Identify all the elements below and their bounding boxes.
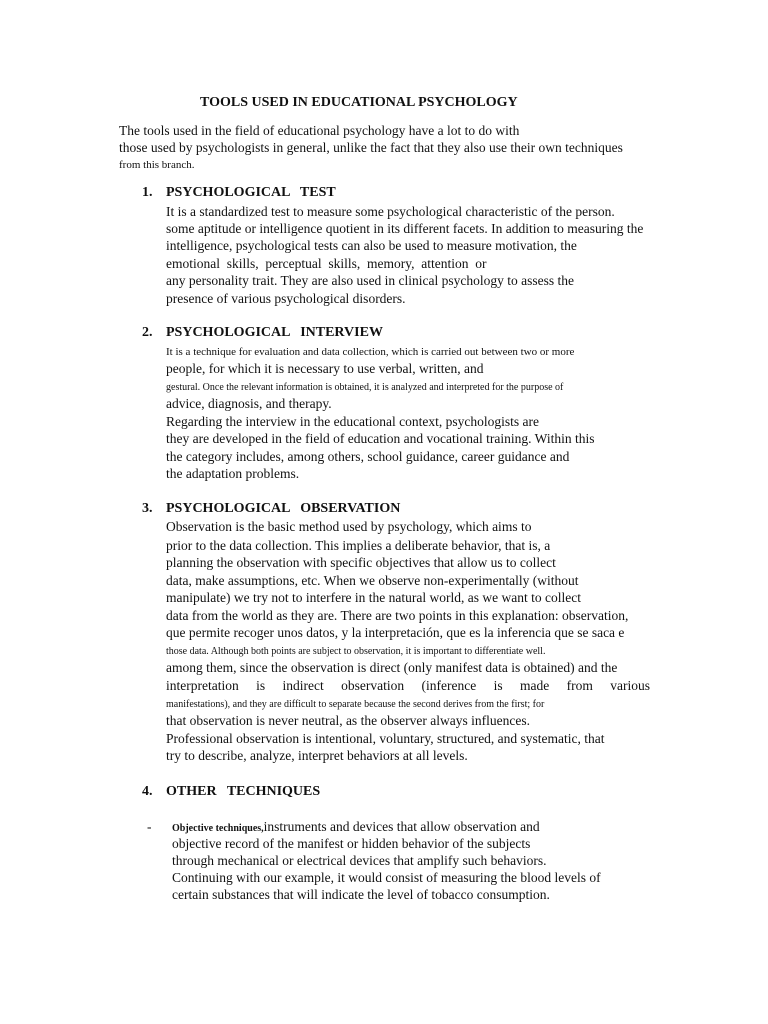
section-number: 4. bbox=[142, 784, 153, 799]
paragraph-line: data, make assumptions, etc. When we observe non-experimentally (without bbox=[166, 573, 579, 588]
paragraph-line: gestural. Once the relevant information is obtained, it is analyzed and interpreted for the purpose of bbox=[166, 382, 564, 393]
bullet-line: certain substances that will indicate the level of tobacco consumption. bbox=[172, 887, 550, 902]
paragraph-line: that observation is never neutral, as the observer always influences. bbox=[166, 713, 530, 728]
paragraph-line: planning the observation with specific objectives that allow us to collect bbox=[166, 555, 556, 570]
paragraph-line: the adaptation problems. bbox=[166, 466, 300, 481]
section-heading: PSYCHOLOGICAL TEST bbox=[166, 185, 336, 200]
section-number: 2. bbox=[142, 325, 153, 340]
paragraph-line: they are developed in the field of education and vocational training. Within this bbox=[166, 431, 595, 446]
paragraph-line: some aptitude or intelligence quotient in its different facets. In addition to measuring the bbox=[166, 221, 644, 236]
paragraph-line: Observation is the basic method used by psychology, which aims to bbox=[166, 519, 532, 534]
paragraph-line: It is a standardized test to measure some psychological characteristic of the person. bbox=[166, 204, 615, 219]
paragraph-line: try to describe, analyze, interpret behaviors at all levels. bbox=[166, 748, 468, 763]
paragraph-line: any personality trait. They are also used in clinical psychology to assess the bbox=[166, 273, 575, 288]
paragraph-line: people, for which it is necessary to use verbal, written, and bbox=[166, 361, 484, 376]
paragraph-line: prior to the data collection. This implies a deliberate behavior, that is, a bbox=[166, 538, 551, 553]
bullet-line: Continuing with our example, it would consist of measuring the blood levels of bbox=[172, 870, 601, 885]
paragraph-line: manipulate) we try not to interfere in the natural world, as we want to collect bbox=[166, 590, 581, 605]
paragraph-line: Professional observation is intentional, voluntary, structured, and systematic, that bbox=[166, 731, 605, 746]
bullet-text: instruments and devices that allow observation and bbox=[263, 819, 540, 834]
bullet-line: through mechanical or electrical devices that amplify such behaviors. bbox=[172, 853, 547, 868]
paragraph-line: manifestations), and they are difficult to separate because the second derives from the first; for bbox=[166, 699, 545, 710]
paragraph-line: data from the world as they are. There are two points in this explanation: observation, bbox=[166, 608, 629, 623]
paragraph-line: among them, since the observation is direct (only manifest data is obtained) and the bbox=[166, 660, 618, 675]
section-number: 1. bbox=[142, 185, 153, 200]
intro-line: from this branch. bbox=[119, 159, 195, 171]
paragraph-line: que permite recoger unos datos, y la interpretación, que es la inferencia que se saca e bbox=[166, 625, 625, 640]
intro-line: those used by psychologists in general, unlike the fact that they also use their own techniques bbox=[119, 140, 623, 155]
paragraph-line: those data. Although both points are subject to observation, it is important to differentiate well. bbox=[166, 646, 546, 657]
section-heading: PSYCHOLOGICAL OBSERVATION bbox=[166, 501, 401, 516]
section-heading: PSYCHOLOGICAL INTERVIEW bbox=[166, 325, 383, 340]
paragraph-line: advice, diagnosis, and therapy. bbox=[166, 396, 332, 411]
justified-line: interpretation is indirect observation (inference is made from various bbox=[166, 678, 650, 693]
bullet-line: objective record of the manifest or hidden behavior of the subjects bbox=[172, 836, 531, 851]
document-title: TOOLS USED IN EDUCATIONAL PSYCHOLOGY bbox=[200, 95, 518, 110]
paragraph-line: It is a technique for evaluation and data collection, which is carried out between two or more bbox=[166, 346, 575, 358]
paragraph-line bbox=[166, 677, 650, 694]
intro-line: The tools used in the field of educational psychology have a lot to do with bbox=[119, 123, 520, 138]
paragraph-line: intelligence, psychological tests can also be used to measure motivation, the bbox=[166, 238, 577, 253]
section-number: 3. bbox=[142, 501, 153, 516]
bullet-marker: - bbox=[147, 819, 152, 834]
paragraph-line: emotional skills, perceptual skills, memory, attention or bbox=[166, 256, 487, 271]
paragraph-line: the category includes, among others, school guidance, career guidance and bbox=[166, 449, 570, 464]
paragraph-line: Regarding the interview in the educational context, psychologists are bbox=[166, 414, 540, 429]
bullet-lead: Objective techniques, bbox=[172, 823, 264, 834]
section-heading: OTHER TECHNIQUES bbox=[166, 784, 321, 799]
paragraph-line: presence of various psychological disorders. bbox=[166, 291, 406, 306]
